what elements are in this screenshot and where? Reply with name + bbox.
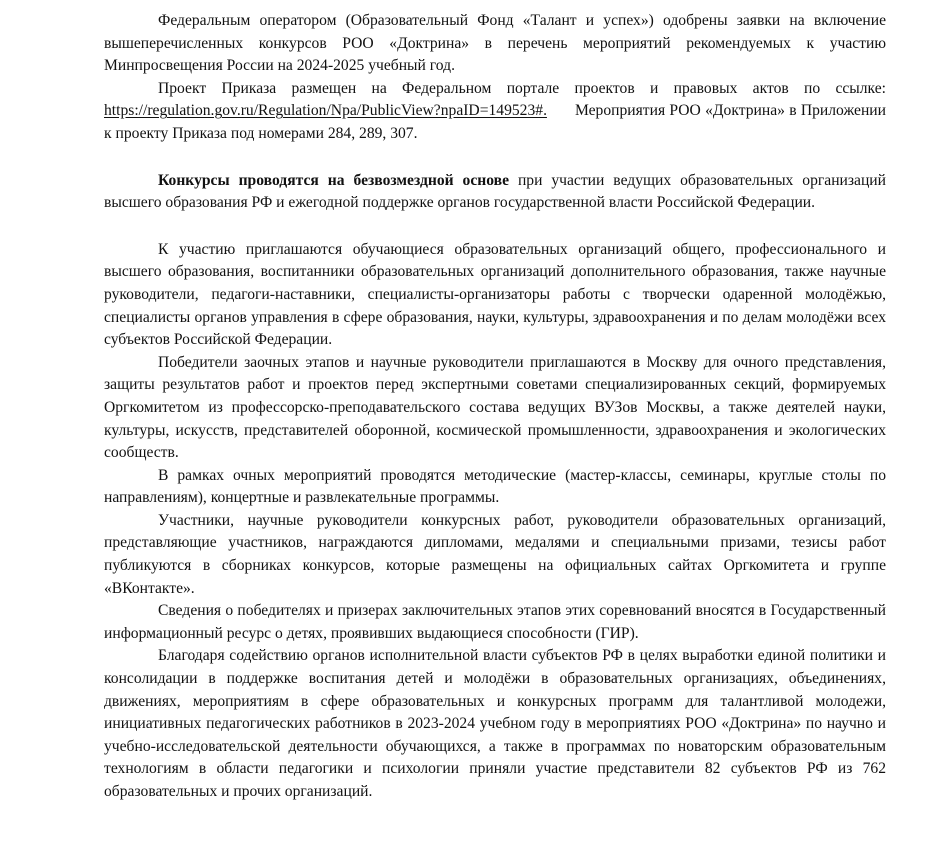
draft-order-annex-text: Мероприятия РОО «Доктрина» в Приложении к проекту Приказа под номерами 284, 289, 307. bbox=[104, 102, 886, 142]
paragraph-winners-moscow: Победители заочных этапов и научные руководители приглашаются в Москву для очного представления, защиты результатов работ и проектов перед экспертными советами специализированных секций, формируемых Оргкомитетом из профессорско-преподавательского состава ведущих ВУЗов Москвы, а также деятелей науки, культуры, искусств, представителей оборонной, космической промышленности, здравоохранения и экологических сообществ. bbox=[104, 353, 886, 462]
paragraph-regional-support: Благодаря содействию органов исполнительной власти субъектов РФ в целях выработки единой политики и консолидации в поддержке воспитания детей и молодёжи в образовательных организациях, объединениях, движениях, мероприятиям в сфере образовательных и конкурсных программ для талантливой молодежи, инициативных педагогических работников в 2023-2024 учебном году в мероприятиях РОО «Доктрина» по научно и учебно-исследовательской деятельности обучающихся, а также в программах по новаторским образовательным технологиям в области педагогики и психологии приняли участие представители 82 субъектов РФ из 762 образовательных и прочих организаций. bbox=[104, 647, 886, 800]
paragraph-methodical-events: В рамках очных мероприятий проводятся методические (мастер-классы, семинары, круглые столы по направлениям), концертные и развлекательные программы. bbox=[104, 466, 886, 507]
paragraph-talent-fund-approval: Федеральным оператором (Образовательный Фонд «Талант и успех») одобрены заявки на включение вышеперечисленных конкурсов РОО «Доктрина» в перечень мероприятий рекомендуемых к участию Минпросвещения России на 2024-2025 учебный год. bbox=[104, 12, 886, 75]
draft-order-text: Проект Приказа размещен на Федеральном портале проектов и правовых актов по ссылке: bbox=[158, 79, 886, 97]
paragraph-free-of-charge bbox=[104, 170, 886, 215]
regulation-portal-link[interactable]: https://regulation.gov.ru/Regulation/Npa/PublicView?npaID=149523#. bbox=[104, 102, 547, 120]
paragraph-gir-registry: Сведения о победителях и призерах заключительных этапов этих соревнований вносятся в Государственный информационный ресурс о детях, проявивших выдающиеся способности (ГИР). bbox=[104, 602, 886, 642]
document-page bbox=[104, 10, 886, 804]
paragraph-draft-order bbox=[104, 78, 886, 146]
paragraph-participants-invited: К участию приглашаются обучающиеся образовательных организаций общего, профессионального и высшего образования, воспитанники образовательных организаций дополнительного образования, также научные руководители, педагоги-наставники, специалисты-организаторы работы с творчески одаренной молодёжью, специалисты органов управления в сфере образования, науки, культуры, здравоохранения и по делам молодёжи всех субъектов Российской Федерации. bbox=[104, 240, 886, 349]
free-of-charge-bold: Конкурсы проводятся на безвозмездной основе bbox=[158, 171, 510, 189]
free-of-charge-rest: при участии ведущих образовательных организаций высшего образования РФ и ежегодной поддержке органов государственной власти Российской Федерации. bbox=[104, 171, 886, 212]
paragraph-awards: Участники, научные руководители конкурсных работ, руководители образовательных организаций, представляющие участников, награждаются дипломами, медалями и специальными призами, тезисы работ публикуются в сборниках конкурсов, которые размещены на официальных сайтах Оргкомитета и группе «ВКонтакте». bbox=[104, 511, 886, 597]
